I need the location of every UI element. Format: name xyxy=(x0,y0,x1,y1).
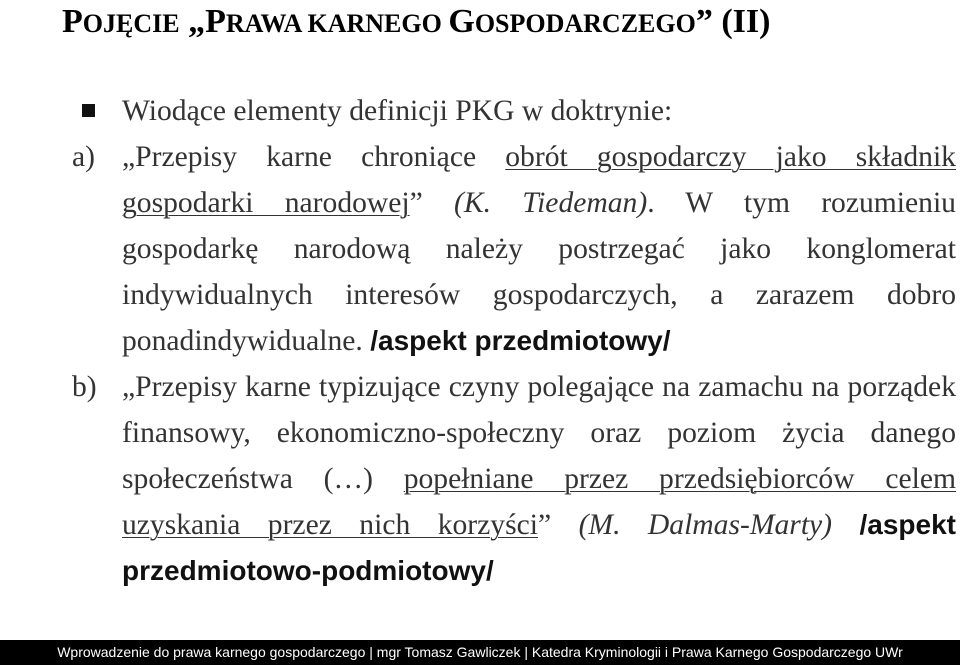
intro-text: Wiodące elementy definicji PKG w doktrynie: xyxy=(122,95,673,127)
slide-content xyxy=(70,88,956,594)
definition-item-a: a) „Przepisy karne chroniące obrót gospodarczy jako składnik gospodarki narodowej” (K. Tiedeman). W tym rozumieniu gospodarkę narodową należy postrzegać jako konglomerat indywidualnych interesów gospodarczych, a zarazem dobro ponadindywidualne. /aspekt przedmiotowy/ xyxy=(70,134,956,364)
underlined-phrase: obrót gospodarczy jako składnik gospodarki narodowej xyxy=(122,141,956,219)
underlined-phrase: popełniane przez przedsiębiorców celem uzyskania przez nich korzyści xyxy=(122,463,956,541)
author-citation: (K. Tiedeman) xyxy=(454,187,648,219)
slide-title: POJĘCIE „PRAWA KARNEGO GOSPODARCZEGO” (II) xyxy=(62,3,771,40)
footer-bar xyxy=(0,640,960,665)
item-label: a) xyxy=(72,141,95,173)
square-bullet-icon xyxy=(82,104,95,117)
definition-item-b: b) „Przepisy karne typizujące czyny polegające na zamachu na porządek finansowy, ekonomiczno-społeczny oraz poziom życia danego społeczeństwa (…) popełniane przez przedsiębiorców celem uzyskania przez nich korzyści” (M. Dalmas-Marty) /aspekt przedmiotowo-podmiotowy/ xyxy=(70,364,956,594)
bullet-intro xyxy=(70,88,956,134)
item-label: b) xyxy=(72,371,97,403)
author-citation: (M. Dalmas-Marty) xyxy=(578,509,833,541)
aspect-label: /aspekt przedmiotowy/ xyxy=(370,325,671,356)
footer-text: Wprowadzenie do prawa karnego gospodarczego | mgr Tomasz Gawliczek | Katedra Kryminologii i Prawa Karnego Gospodarczego UWr xyxy=(57,644,903,660)
aspect-label: /aspekt przedmiotowo-podmiotowy/ xyxy=(122,509,956,586)
